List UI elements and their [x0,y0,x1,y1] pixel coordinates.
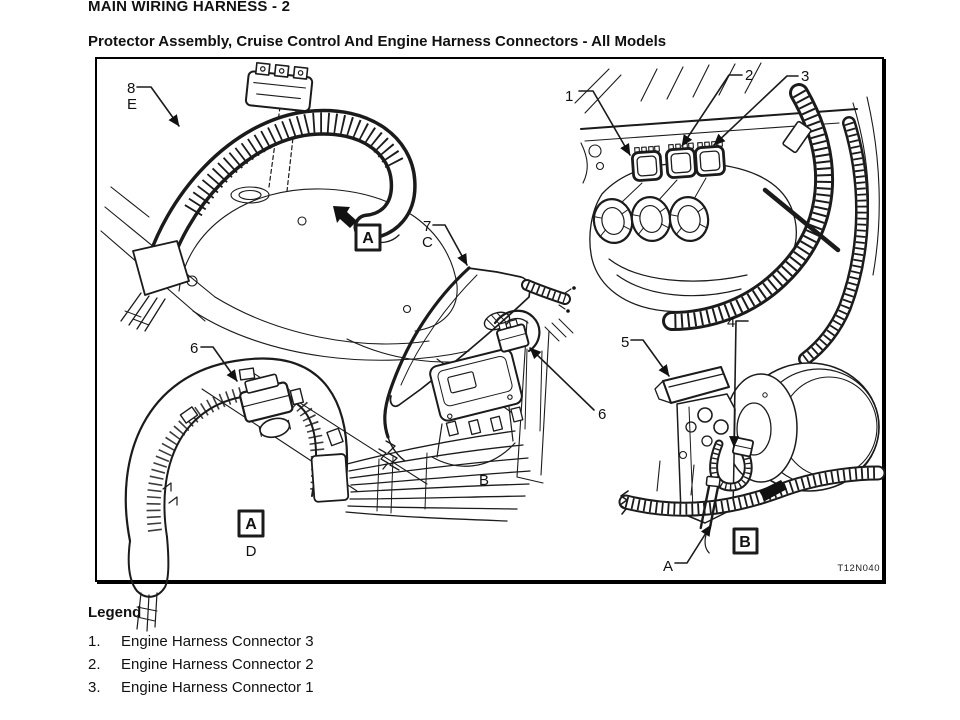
harness-protector-e-drawing [121,62,403,331]
legend-item-label: Engine Harness Connector 1 [121,679,314,696]
page-title: MAIN WIRING HARNESS - 2 [88,0,291,15]
callout-6-middle-leader [530,348,594,410]
figure-subtitle: Protector Assembly, Cruise Control And Engine Harness Connectors - All Models [88,33,667,50]
round-connector-3 [666,194,712,245]
round-connector-2 [628,194,674,245]
legend [88,604,314,699]
wiring-diagram [97,59,882,580]
callout-1: 1 [565,88,574,105]
fender-background-drawing [101,107,549,491]
legend-item-label: Engine Harness Connector 3 [121,633,314,650]
legend-item-1 [88,630,314,653]
callout-2: 2 [745,67,754,84]
callout-3: 3 [801,68,810,85]
callout-8: 8 [127,80,136,97]
legend-title: Legend [88,604,142,621]
legend-item-number: 1. [88,633,101,650]
legend-item-number: 2. [88,656,101,673]
connector-socket-1 [632,146,662,181]
page-title-clipped [88,0,608,16]
view-label-e: E [127,96,138,113]
callout-4: 4 [727,314,736,331]
callout-6-arch: 6 [190,340,199,357]
callout-6-middle: 6 [598,406,607,423]
boxed-label-b-text: B [739,534,751,551]
callout-5: 5 [621,334,630,351]
figure-id: T12N040 [837,563,880,574]
boxed-label-a-bottom-text: A [245,516,257,533]
view-label-c: C [422,234,433,251]
vacuum-hose-connector [733,437,754,456]
view-label-d: D [245,543,257,560]
black-direction-arrow [333,206,357,228]
diagram-frame [95,57,884,582]
connector-socket-2 [666,143,696,178]
legend-item-number: 3. [88,679,101,696]
callout-7: 7 [423,218,432,235]
cruise-control-drawing [379,268,576,470]
boxed-label-a-top-text: A [362,230,374,247]
callout-8-leader [137,87,179,126]
legend-item-label: Engine Harness Connector 2 [121,656,314,673]
view-label-b-plain: B [478,472,490,489]
view-label-a-plain: A [663,558,674,575]
legend-item-2 [88,653,314,676]
brake-booster-drawing [620,363,879,553]
legend-item-3 [88,676,314,699]
connector-socket-3 [695,141,725,176]
